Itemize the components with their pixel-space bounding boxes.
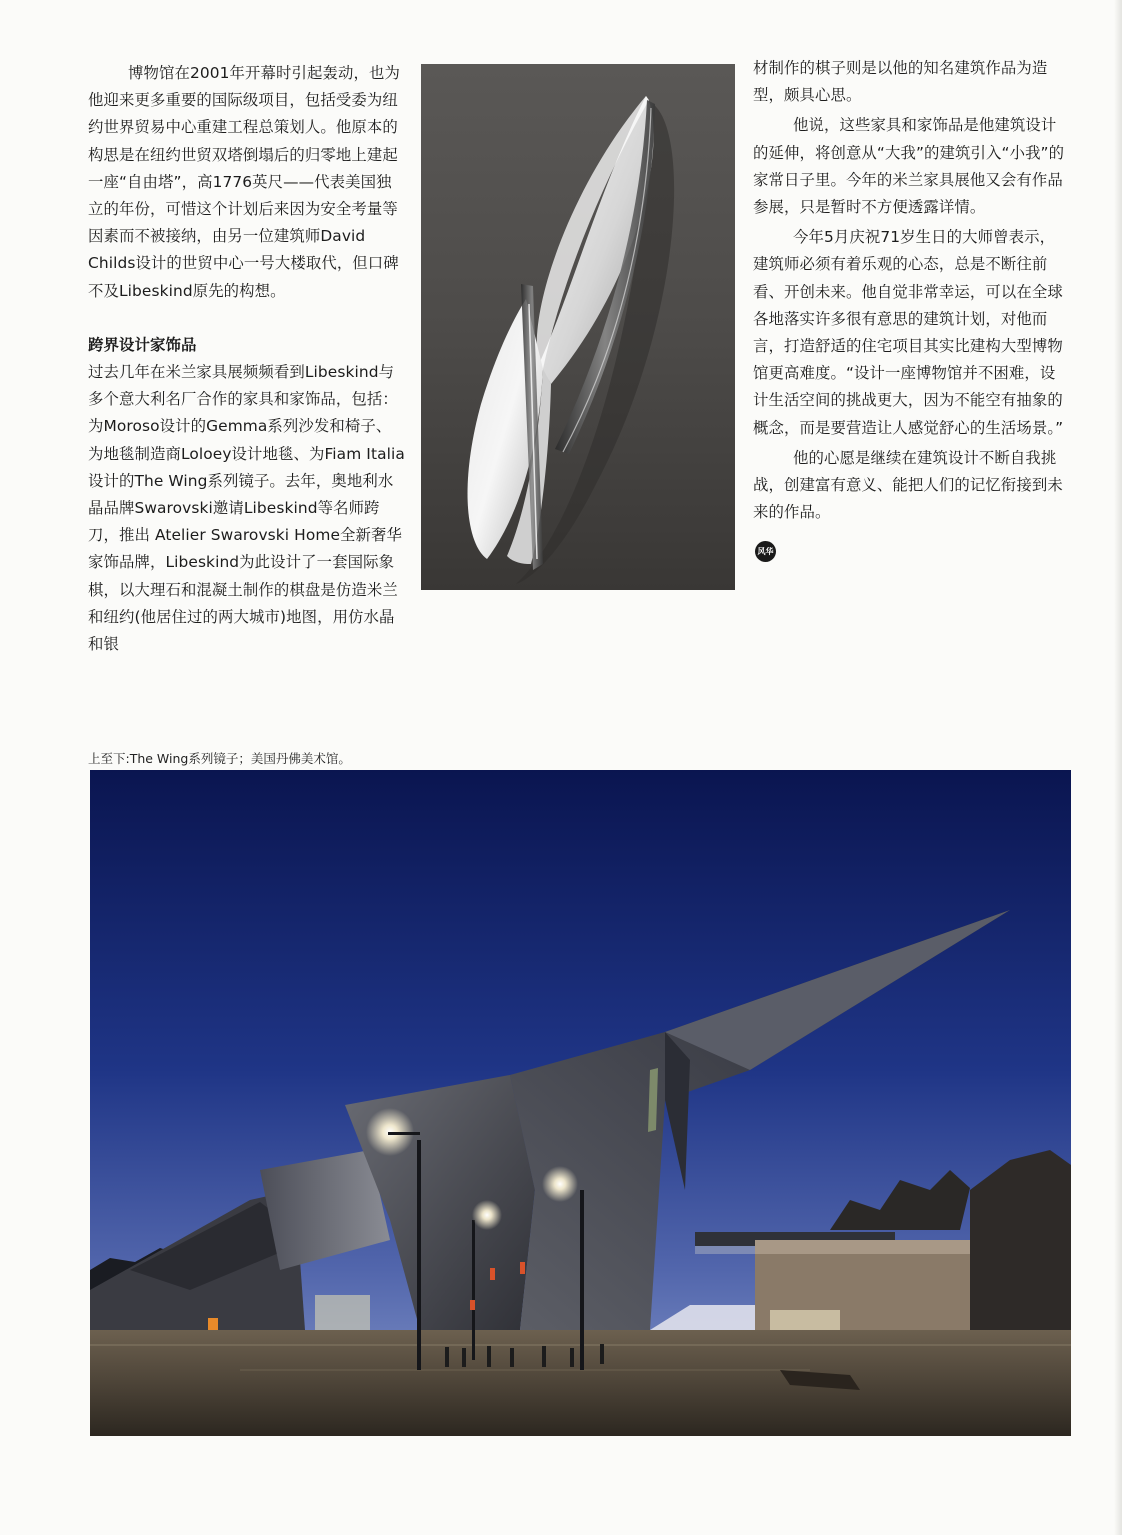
article-paragraph: 今年5月庆祝71岁生日的大师曾表示，建筑师必须有着乐观的心态，总是不断往前看、开创未来。他自觉非常幸运，可以在全球各地落实许多很有意思的建筑计划，对他而言，打造舒适的住宅项目其实比建构大型博物馆更高难度。“设计一座博物馆并不困难，设计生活空间的挑战更大，因为不能空有抽象的概念，而是要营造让人感觉舒心的生活场景。” [753, 228, 1064, 437]
section-subheading: 跨界设计家饰品 [88, 335, 197, 354]
photo-caption: 上至下:The Wing系列镜子；美国丹佛美术馆。 [88, 751, 351, 766]
page-edge-shadow [1114, 0, 1122, 1535]
denver-art-museum-photo [90, 770, 1071, 1436]
article-paragraph: 他说，这些家具和家饰品是他建筑设计的延伸，将创意从“大我”的建筑引入“小我”的家常日子里。今年的米兰家具展他又会有作品参展，只是暂时不方便透露详情。 [753, 116, 1065, 217]
article-column-right [753, 55, 1065, 526]
wing-mirror-photo [421, 64, 735, 590]
article-paragraph: 过去几年在米兰家具展频频看到Libeskind与多个意大利名厂合作的家具和家饰品，包括：为Moroso设计的Gemma系列沙发和椅子、为地毯制造商Loloey设计地毯、为Fiam Italia设计的The Wing系列镜子。去年，奥地利水晶品牌Swarovski邀请Libeskind等名师跨刀，推出 Atelier Swarovski Home全新奢华家饰品牌，Libeskind为此设计了一套国际象棋，以大理石和混凝土制作的棋盘是仿造米兰和纽约(他居住过的两大城市)地图，用仿水晶和银 [88, 363, 405, 654]
article-paragraph: 材制作的棋子则是以他的知名建筑作品为造型，颇具心思。 [753, 59, 1048, 105]
article-paragraph: 博物馆在2001年开幕时引起轰动，也为他迎来更多重要的国际级项目，包括受委为纽约世界贸易中心重建工程总策划人。他原本的构思是在纽约世贸双塔倒塌后的归零地上建起一座“自由塔”，高1776英尺——代表美国独立的年份，可惜这个计划后来因为安全考量等因素而不被接纳，由另一位建筑师David Childs设计的世贸中心一号大楼取代，但口碑不及Libeskind原先的构想。 [88, 64, 400, 300]
article-column-left [88, 60, 406, 658]
article-end-mark: 风华 [755, 541, 776, 562]
museum-night-illustration [90, 770, 1071, 1436]
article-paragraph: 他的心愿是继续在建筑设计不断自我挑战，创建富有意义、能把人们的记忆衔接到未来的作品。 [753, 448, 1063, 522]
wing-mirror-illustration [421, 64, 735, 590]
